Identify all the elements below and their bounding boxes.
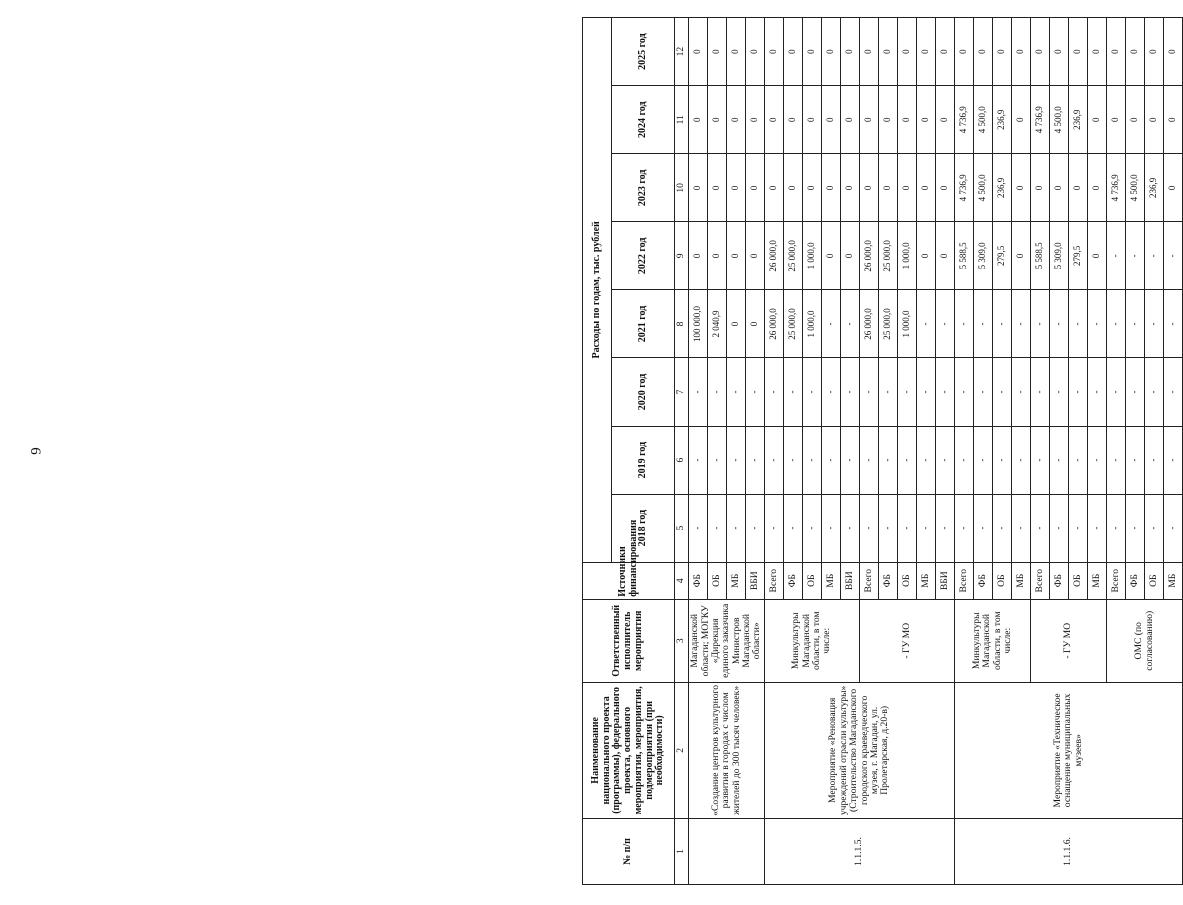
value-cell: -	[860, 426, 879, 494]
value-cell: 0	[1126, 86, 1145, 154]
responsible-cell: Магаданской области; МОГКУ «Дирекция единого заказчика Министров Магаданской области»	[689, 599, 765, 682]
value-cell: 0	[727, 290, 746, 358]
value-cell: -	[879, 358, 898, 426]
value-cell: -	[1012, 426, 1031, 494]
funding-source-cell: МБ	[727, 562, 746, 599]
funding-source-cell: ФБ	[1050, 562, 1069, 599]
value-cell: -	[1012, 358, 1031, 426]
value-cell: 26 000,0	[765, 290, 784, 358]
value-cell: -	[689, 426, 708, 494]
row-num-cell	[689, 818, 765, 884]
value-cell: -	[1164, 222, 1183, 290]
value-cell: 0	[822, 86, 841, 154]
value-cell: 0	[746, 154, 765, 222]
value-cell: -	[803, 358, 822, 426]
value-cell: -	[1050, 290, 1069, 358]
value-cell: -	[1164, 290, 1183, 358]
value-cell: 4 500,0	[1126, 154, 1145, 222]
funding-source-cell: МБ	[1012, 562, 1031, 599]
value-cell: 0	[689, 18, 708, 86]
value-cell: -	[936, 494, 955, 562]
value-cell: 0	[879, 154, 898, 222]
value-cell: 0	[822, 154, 841, 222]
row-num-cell: 1.1.1.5.	[765, 818, 955, 884]
value-cell: 25 000,0	[784, 290, 803, 358]
value-cell: 0	[1088, 222, 1107, 290]
value-cell: -	[993, 358, 1012, 426]
index-cell: 1	[675, 818, 689, 884]
header-year: 2018 год	[612, 494, 675, 562]
index-cell: 9	[675, 222, 689, 290]
value-cell: -	[689, 358, 708, 426]
value-cell: -	[1031, 358, 1050, 426]
value-cell: 0	[689, 222, 708, 290]
value-cell: -	[1126, 494, 1145, 562]
value-cell: -	[1145, 494, 1164, 562]
value-cell: -	[841, 290, 860, 358]
responsible-cell: ОМС (по согласованию)	[1107, 599, 1183, 682]
value-cell: 0	[936, 154, 955, 222]
funding-source-cell: МБ	[917, 562, 936, 599]
value-cell: -	[936, 358, 955, 426]
index-cell: 7	[675, 358, 689, 426]
value-cell: 0	[1088, 154, 1107, 222]
value-cell: 279,5	[1069, 222, 1088, 290]
value-cell: 4 736,9	[1031, 86, 1050, 154]
value-cell: -	[822, 358, 841, 426]
value-cell: 0	[765, 86, 784, 154]
value-cell: -	[746, 358, 765, 426]
funding-source-cell: Всего	[1031, 562, 1050, 599]
value-cell: 0	[784, 154, 803, 222]
value-cell: 4 500,0	[1050, 86, 1069, 154]
responsible-cell: - ГУ МО	[1031, 599, 1107, 682]
value-cell: -	[974, 358, 993, 426]
value-cell: 279,5	[993, 222, 1012, 290]
value-cell: 0	[784, 86, 803, 154]
value-cell: -	[822, 426, 841, 494]
funding-source-cell: ФБ	[784, 562, 803, 599]
funding-source-cell: ОБ	[803, 562, 822, 599]
value-cell: -	[1012, 494, 1031, 562]
header-num: № п/п	[583, 818, 675, 884]
value-cell: 0	[974, 18, 993, 86]
value-cell: 0	[936, 222, 955, 290]
value-cell: 236,9	[993, 154, 1012, 222]
index-cell: 8	[675, 290, 689, 358]
table-body	[675, 18, 1183, 885]
value-cell: -	[727, 426, 746, 494]
activity-name-cell: «Создание центров культурного развития в городах с числом жителей до 300 тысяч человек»	[689, 682, 765, 818]
index-cell: 5	[675, 494, 689, 562]
table-row	[765, 18, 784, 885]
value-cell: 0	[765, 18, 784, 86]
value-cell: 5 309,0	[974, 222, 993, 290]
value-cell: 0	[746, 222, 765, 290]
value-cell: 0	[1107, 86, 1126, 154]
value-cell: 0	[993, 18, 1012, 86]
value-cell: 0	[1050, 154, 1069, 222]
value-cell: 5 588,5	[955, 222, 974, 290]
value-cell: 0	[689, 86, 708, 154]
value-cell: 0	[917, 222, 936, 290]
value-cell: 0	[746, 290, 765, 358]
value-cell: 0	[1012, 154, 1031, 222]
value-cell: -	[1069, 426, 1088, 494]
value-cell: -	[955, 358, 974, 426]
value-cell: -	[955, 426, 974, 494]
value-cell: -	[1145, 358, 1164, 426]
index-cell: 11	[675, 86, 689, 154]
header-year: 2023 год	[612, 154, 675, 222]
funding-source-cell: Всего	[955, 562, 974, 599]
value-cell: 0	[784, 18, 803, 86]
funding-source-cell: ФБ	[879, 562, 898, 599]
value-cell: -	[879, 426, 898, 494]
value-cell: -	[898, 426, 917, 494]
index-row	[675, 18, 689, 885]
rotated-page	[582, 17, 1178, 885]
table-row	[689, 18, 708, 885]
funding-source-cell: ОБ	[993, 562, 1012, 599]
value-cell: -	[936, 290, 955, 358]
value-cell: 4 500,0	[974, 154, 993, 222]
value-cell: 0	[860, 154, 879, 222]
value-cell: 0	[860, 18, 879, 86]
value-cell: 5 309,0	[1050, 222, 1069, 290]
value-cell: 0	[917, 86, 936, 154]
value-cell: 4 736,9	[955, 86, 974, 154]
value-cell: -	[1107, 290, 1126, 358]
value-cell: 0	[765, 154, 784, 222]
funding-source-cell: ВБИ	[746, 562, 765, 599]
value-cell: -	[1126, 426, 1145, 494]
value-cell: -	[1088, 494, 1107, 562]
value-cell: -	[746, 494, 765, 562]
value-cell: -	[1145, 290, 1164, 358]
value-cell: 25 000,0	[879, 290, 898, 358]
funding-source-cell: ВБИ	[936, 562, 955, 599]
value-cell: 0	[917, 154, 936, 222]
value-cell: 0	[841, 86, 860, 154]
header-year: 2021 год	[612, 290, 675, 358]
value-cell: -	[841, 494, 860, 562]
value-cell: 0	[1164, 18, 1183, 86]
value-cell: 0	[822, 18, 841, 86]
value-cell: -	[879, 494, 898, 562]
value-cell: 0	[860, 86, 879, 154]
funding-source-cell: МБ	[1164, 562, 1183, 599]
value-cell: -	[822, 494, 841, 562]
funding-source-cell: ФБ	[1126, 562, 1145, 599]
value-cell: 0	[917, 18, 936, 86]
value-cell: 1 000,0	[803, 290, 822, 358]
value-cell: -	[1050, 426, 1069, 494]
value-cell: 0	[708, 18, 727, 86]
value-cell: -	[917, 290, 936, 358]
value-cell: 1 000,0	[898, 290, 917, 358]
header-source: Источники финансирования	[583, 562, 675, 599]
header-year: 2022 год	[612, 222, 675, 290]
value-cell: 0	[708, 154, 727, 222]
value-cell: 0	[708, 222, 727, 290]
value-cell: 0	[1088, 86, 1107, 154]
value-cell: -	[898, 494, 917, 562]
value-cell: -	[1088, 290, 1107, 358]
value-cell: -	[765, 494, 784, 562]
value-cell: -	[841, 358, 860, 426]
funding-source-cell: ФБ	[974, 562, 993, 599]
header-year: 2025 год	[612, 18, 675, 86]
value-cell: -	[1145, 222, 1164, 290]
funding-source-cell: Всего	[765, 562, 784, 599]
value-cell: -	[993, 426, 1012, 494]
responsible-cell: Минкультуры Магаданской области, в том числе:	[765, 599, 860, 682]
value-cell: 0	[936, 18, 955, 86]
header-year: 2020 год	[612, 358, 675, 426]
value-cell: -	[993, 290, 1012, 358]
value-cell: 0	[746, 86, 765, 154]
value-cell: 0	[1126, 18, 1145, 86]
value-cell: -	[1069, 290, 1088, 358]
value-cell: -	[727, 494, 746, 562]
value-cell: 0	[1012, 86, 1031, 154]
value-cell: 0	[936, 86, 955, 154]
index-cell: 3	[675, 599, 689, 682]
header-year: 2019 год	[612, 426, 675, 494]
value-cell: -	[708, 426, 727, 494]
value-cell: -	[917, 358, 936, 426]
value-cell: -	[1050, 358, 1069, 426]
value-cell: 0	[727, 222, 746, 290]
value-cell: -	[1069, 494, 1088, 562]
value-cell: -	[1164, 494, 1183, 562]
value-cell: -	[803, 426, 822, 494]
value-cell: 0	[879, 86, 898, 154]
header-responsible: Ответственный исполнитель мероприятия	[583, 599, 675, 682]
value-cell: -	[784, 426, 803, 494]
value-cell: 236,9	[1145, 154, 1164, 222]
value-cell: 236,9	[1069, 86, 1088, 154]
value-cell: -	[1031, 494, 1050, 562]
header-year: 2024 год	[612, 86, 675, 154]
value-cell: -	[1145, 426, 1164, 494]
value-cell: -	[784, 494, 803, 562]
value-cell: -	[1126, 290, 1145, 358]
value-cell: -	[917, 494, 936, 562]
value-cell: -	[765, 426, 784, 494]
funding-source-cell: Всего	[860, 562, 879, 599]
funding-source-cell: ВБИ	[841, 562, 860, 599]
value-cell: 4 500,0	[974, 86, 993, 154]
value-cell: 0	[746, 18, 765, 86]
funding-source-cell: ОБ	[1069, 562, 1088, 599]
value-cell: 0	[689, 154, 708, 222]
value-cell: -	[974, 290, 993, 358]
value-cell: 1 000,0	[803, 222, 822, 290]
value-cell: -	[1107, 426, 1126, 494]
value-cell: -	[860, 358, 879, 426]
value-cell: 0	[879, 18, 898, 86]
funding-source-cell: МБ	[1088, 562, 1107, 599]
value-cell: -	[1069, 358, 1088, 426]
activity-name-cell: Мероприятие «Реновация учреждений отрасли культуры» (Строительство Магаданского городского краеведческого музея, г. Магадан, ул. Пролетарская, д.20-в)	[765, 682, 955, 818]
value-cell: -	[898, 358, 917, 426]
value-cell: -	[841, 426, 860, 494]
index-cell: 12	[675, 18, 689, 86]
value-cell: 0	[1164, 86, 1183, 154]
value-cell: 0	[1088, 18, 1107, 86]
value-cell: 4 736,9	[1107, 154, 1126, 222]
page-number: 6	[27, 447, 43, 455]
header-expenses: Расходы по годам, тыс. рублей	[583, 18, 612, 563]
value-cell: 0	[898, 86, 917, 154]
value-cell: 0	[1069, 154, 1088, 222]
index-cell: 4	[675, 562, 689, 599]
value-cell: -	[727, 358, 746, 426]
value-cell: 0	[1012, 222, 1031, 290]
value-cell: -	[1031, 290, 1050, 358]
header-name: Наименование национального проекта (программы), федерального проекта, основного мероприятия, мероприятия, подмероприятия (при необходимости)	[583, 682, 675, 818]
value-cell: 0	[1050, 18, 1069, 86]
expenses-table	[582, 17, 1183, 885]
value-cell: 0	[841, 18, 860, 86]
value-cell: -	[1164, 426, 1183, 494]
value-cell: 0	[898, 18, 917, 86]
funding-source-cell: Всего	[1107, 562, 1126, 599]
responsible-cell: Минкультуры Магаданской области, в том числе:	[955, 599, 1031, 682]
funding-source-cell: ОБ	[708, 562, 727, 599]
value-cell: -	[955, 494, 974, 562]
index-cell: 10	[675, 154, 689, 222]
value-cell: 0	[1031, 18, 1050, 86]
value-cell: 5 588,5	[1031, 222, 1050, 290]
value-cell: 0	[822, 222, 841, 290]
value-cell: 0	[727, 18, 746, 86]
row-num-cell: 1.1.1.6.	[955, 818, 1183, 884]
value-cell: 26 000,0	[860, 290, 879, 358]
value-cell: -	[1050, 494, 1069, 562]
value-cell: 0	[841, 154, 860, 222]
value-cell: 2 040,9	[708, 290, 727, 358]
activity-name-cell: Мероприятие «Техническое оснащение муниципальных музеев»	[955, 682, 1183, 818]
value-cell: 100 000,0	[689, 290, 708, 358]
value-cell: -	[708, 358, 727, 426]
value-cell: -	[803, 494, 822, 562]
value-cell: -	[1107, 222, 1126, 290]
table-row	[955, 18, 974, 885]
value-cell: 0	[803, 154, 822, 222]
responsible-cell: - ГУ МО	[860, 599, 955, 682]
value-cell: 0	[708, 86, 727, 154]
value-cell: -	[1107, 494, 1126, 562]
value-cell: 0	[1107, 18, 1126, 86]
value-cell: 0	[727, 86, 746, 154]
value-cell: -	[1164, 358, 1183, 426]
value-cell: -	[1088, 426, 1107, 494]
value-cell: -	[784, 358, 803, 426]
value-cell: 26 000,0	[765, 222, 784, 290]
value-cell: 0	[1145, 18, 1164, 86]
value-cell: -	[1126, 358, 1145, 426]
value-cell: -	[1088, 358, 1107, 426]
value-cell: 0	[803, 18, 822, 86]
value-cell: -	[974, 494, 993, 562]
value-cell: -	[917, 426, 936, 494]
value-cell: 0	[955, 18, 974, 86]
value-cell: 0	[1069, 18, 1088, 86]
value-cell: 0	[841, 222, 860, 290]
funding-source-cell: МБ	[822, 562, 841, 599]
value-cell: -	[1012, 290, 1031, 358]
value-cell: -	[974, 426, 993, 494]
value-cell: -	[860, 494, 879, 562]
value-cell: 0	[898, 154, 917, 222]
value-cell: 0	[1012, 18, 1031, 86]
value-cell: -	[708, 494, 727, 562]
value-cell: -	[765, 358, 784, 426]
value-cell: 26 000,0	[860, 222, 879, 290]
value-cell: -	[1031, 426, 1050, 494]
value-cell: -	[1126, 222, 1145, 290]
value-cell: -	[746, 426, 765, 494]
value-cell: 1 000,0	[898, 222, 917, 290]
value-cell: 25 000,0	[879, 222, 898, 290]
funding-source-cell: ОБ	[898, 562, 917, 599]
funding-source-cell: ОБ	[1145, 562, 1164, 599]
value-cell: 0	[1031, 154, 1050, 222]
value-cell: -	[689, 494, 708, 562]
value-cell: 0	[727, 154, 746, 222]
index-cell: 6	[675, 426, 689, 494]
value-cell: -	[936, 426, 955, 494]
value-cell: -	[955, 290, 974, 358]
value-cell: 0	[803, 86, 822, 154]
value-cell: 25 000,0	[784, 222, 803, 290]
value-cell: 236,9	[993, 86, 1012, 154]
value-cell: -	[1107, 358, 1126, 426]
funding-source-cell: ФБ	[689, 562, 708, 599]
value-cell: 4 736,9	[955, 154, 974, 222]
value-cell: 0	[1164, 154, 1183, 222]
value-cell: -	[822, 290, 841, 358]
value-cell: -	[993, 494, 1012, 562]
index-cell: 2	[675, 682, 689, 818]
value-cell: 0	[1145, 86, 1164, 154]
